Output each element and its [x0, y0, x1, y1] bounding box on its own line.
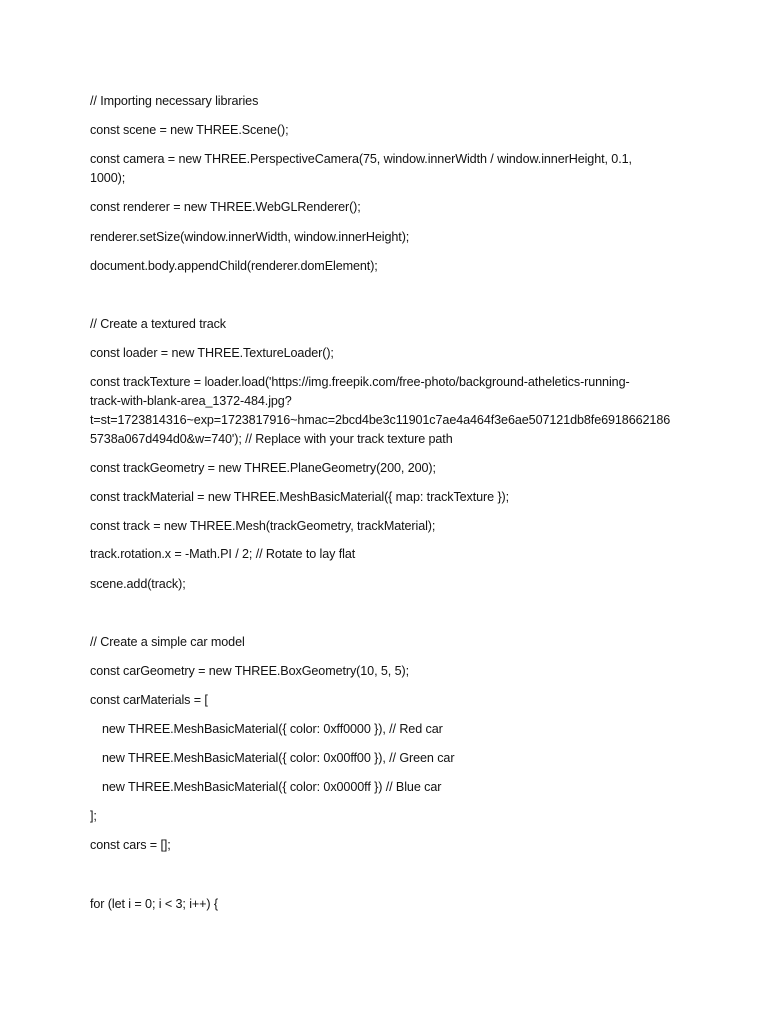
code-line: const trackMaterial = new THREE.MeshBasicMaterial({ map: trackTexture });	[90, 490, 510, 504]
code-line: new THREE.MeshBasicMaterial({ color: 0xff0000 }), // Red car	[102, 722, 443, 736]
code-line: const camera = new THREE.PerspectiveCamera(75, window.innerWidth / window.innerHeight, 0.1,	[90, 152, 632, 166]
code-line: new THREE.MeshBasicMaterial({ color: 0x0000ff }) // Blue car	[102, 780, 442, 794]
code-line: const carMaterials = [	[90, 693, 208, 707]
code-line: // Importing necessary libraries	[90, 94, 259, 108]
code-line: new THREE.MeshBasicMaterial({ color: 0x00ff00 }), // Green car	[102, 751, 455, 765]
code-line: const carGeometry = new THREE.BoxGeometry(10, 5, 5);	[90, 664, 409, 678]
code-line: const trackTexture = loader.load('https://img.freepik.com/free-photo/background-atheletics-running-	[90, 375, 630, 389]
code-line: const loader = new THREE.TextureLoader();	[90, 346, 334, 360]
code-line: renderer.setSize(window.innerWidth, window.innerHeight);	[90, 230, 410, 244]
code-line: 5738a067d494d0&w=740'); // Replace with your track texture path	[90, 432, 453, 446]
code-line: t=st=1723814316~exp=1723817916~hmac=2bcd4be3c11901c7ae4a464f3e6ae507121db8fe6918662186	[90, 413, 671, 427]
code-line: const cars = [];	[90, 838, 171, 852]
code-comment: // Create a simple car model	[90, 635, 245, 649]
code-line: const scene = new THREE.Scene();	[90, 123, 289, 137]
code-line: const track = new THREE.Mesh(trackGeometry, trackMaterial);	[90, 519, 436, 533]
code-line: for (let i = 0; i < 3; i++) {	[90, 897, 219, 911]
code-line: track.rotation.x = -Math.PI / 2; // Rotate to lay flat	[90, 547, 356, 561]
code-line: ];	[90, 809, 97, 823]
code-line: scene.add(track);	[90, 577, 186, 591]
code-comment: // Create a textured track	[90, 317, 226, 331]
code-line: const trackGeometry = new THREE.PlaneGeometry(200, 200);	[90, 461, 436, 475]
code-line: document.body.appendChild(renderer.domElement);	[90, 259, 378, 273]
code-line: 1000);	[90, 171, 126, 185]
code-line: track-with-blank-area_1372-484.jpg?	[90, 394, 292, 408]
code-line: const renderer = new THREE.WebGLRenderer();	[90, 200, 361, 214]
